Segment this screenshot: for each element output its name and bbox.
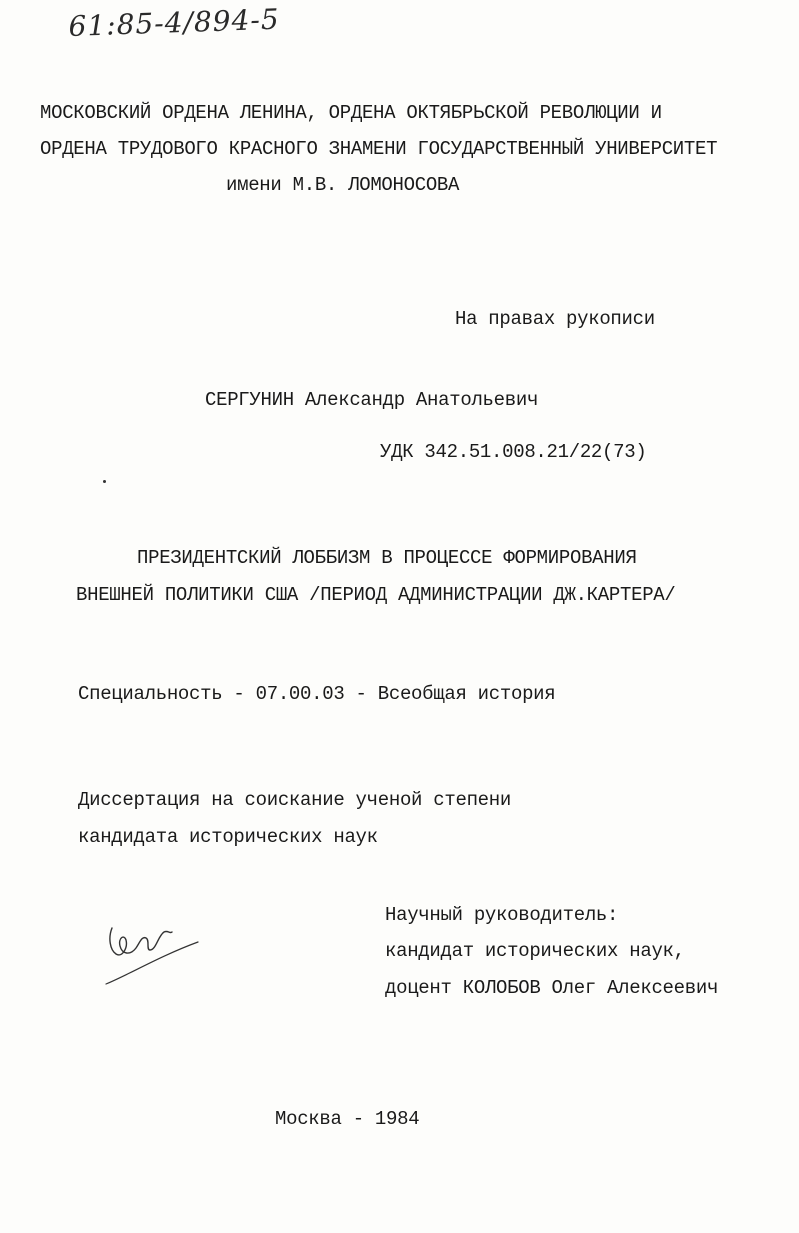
place-and-year: Москва - 1984 (275, 1108, 420, 1130)
title-line-1: ПРЕЗИДЕНТСКИЙ ЛОББИЗМ В ПРОЦЕССЕ ФОРМИРОВАНИЯ (137, 547, 637, 569)
title-line-2: ВНЕШНЕЙ ПОЛИТИКИ США /ПЕРИОД АДМИНИСТРАЦИИ ДЖ.КАРТЕРА/ (76, 584, 676, 606)
signature-image (100, 908, 210, 988)
institution-line-3: имени М.В. ЛОМОНОСОВА (226, 174, 460, 196)
supervisor-heading: Научный руководитель: (385, 904, 619, 926)
institution-line-2: ОРДЕНА ТРУДОВОГО КРАСНОГО ЗНАМЕНИ ГОСУДАРСТВЕННЫЙ УНИВЕРСИТЕТ (40, 138, 718, 160)
dissertation-line-2: кандидата исторических наук (78, 826, 378, 848)
archive-code-handwritten: 61:85-4/894-5 (68, 2, 281, 43)
specialty: Специальность - 07.00.03 - Всеобщая история (78, 683, 556, 705)
supervisor-degree: кандидат исторических наук, (385, 940, 685, 962)
dissertation-line-1: Диссертация на соискание ученой степени (78, 789, 511, 811)
author-name: СЕРГУНИН Александр Анатольевич (205, 389, 539, 411)
manuscript-rights-note: На правах рукописи (455, 308, 655, 330)
supervisor-name: доцент КОЛОБОВ Олег Алексеевич (385, 977, 719, 999)
stray-dot (103, 480, 106, 483)
udc-code: УДК 342.51.008.21/22(73) (380, 441, 647, 463)
institution-line-1: МОСКОВСКИЙ ОРДЕНА ЛЕНИНА, ОРДЕНА ОКТЯБРЬСКОЙ РЕВОЛЮЦИИ И (40, 102, 662, 124)
